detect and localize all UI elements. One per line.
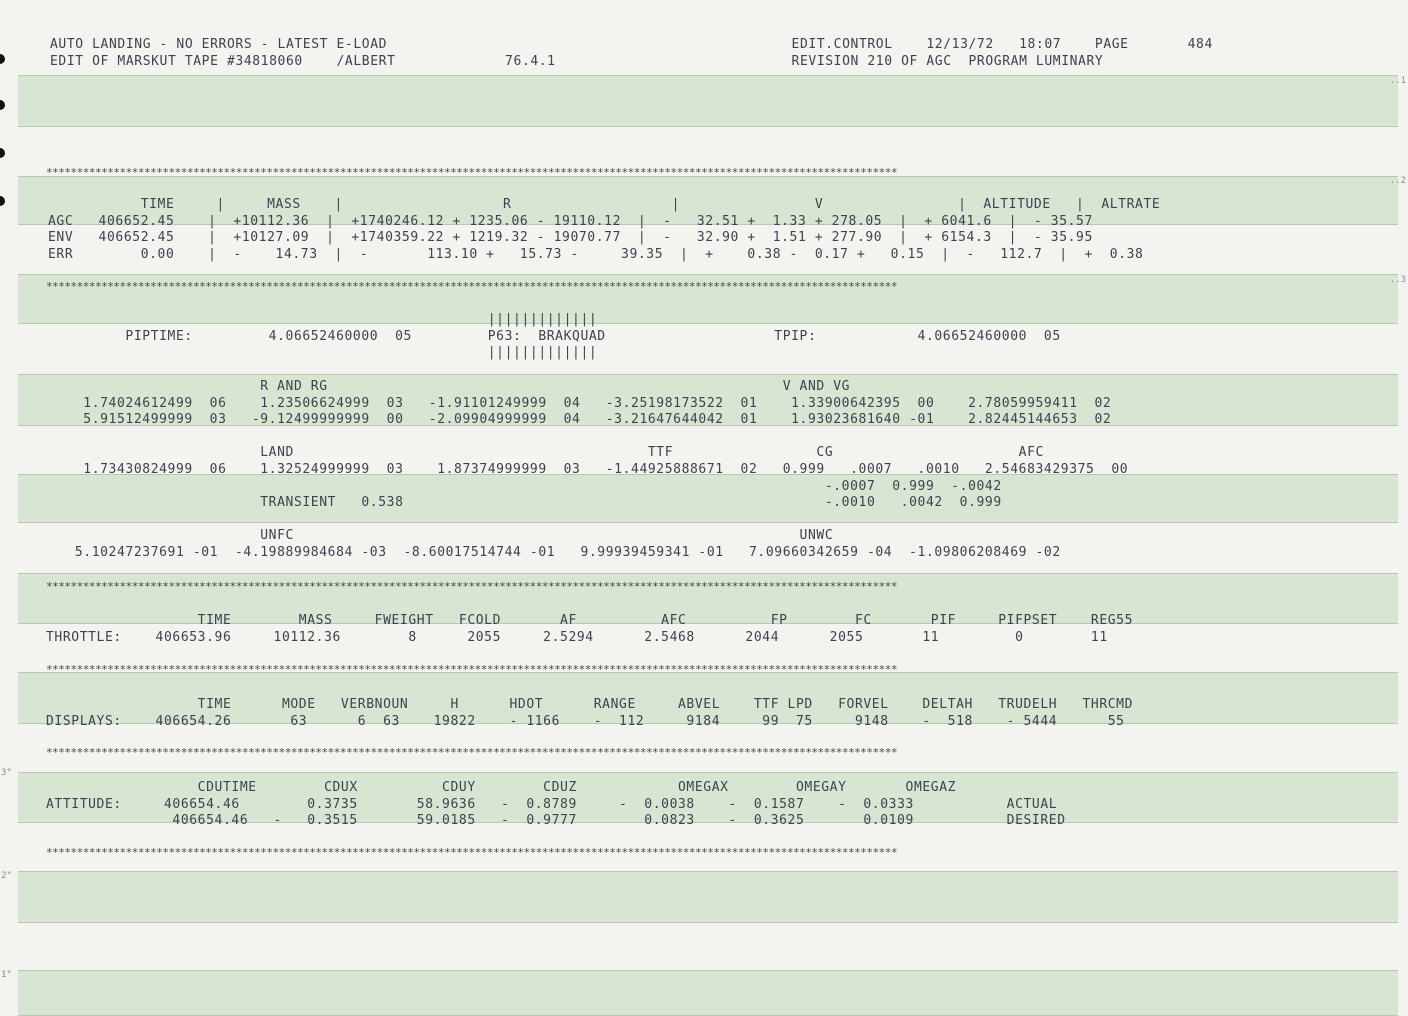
piptime-row: PIPTIME: 4.06652460000 05 P63: BRAKQUAD TPIP: 4.06652460000 05 [58,328,1061,344]
land-header: LAND TTF CG AFC [58,445,1044,461]
margin-mark: 1" [1,970,12,980]
guidance-block [58,379,1128,562]
feed-hole [0,148,5,158]
transient-row: TRANSIENT 0.538 -.0010 .0042 0.999 [58,495,1002,511]
env-row: ENV 406652.45 | +10127.09 | +1740359.22 + 1219.32 - 19070.77 | - 32.90 + 1.51 + 277.90 | + 6154.3 | - 35.95 [48,230,1093,246]
err-row: ERR 0.00 | - 14.73 | - 113.10 + 15.73 - 39.35 | + 0.38 - 0.17 + 0.15 | - 112.7 | + 0.38 [48,246,1144,262]
r-v-header: R AND RG V AND VG [58,379,851,394]
displays-header: TIME MODE VERBNOUN H HDOT RANGE ABVEL TTF LPD FORVEL DELTAH TRUDELH THRCMD [46,697,1134,712]
r-v-row-1: 1.74024612499 06 1.23506624999 03 -1.91101249999 04 -3.25198173522 01 1.33900642395 00 2.78059959411 02 [58,395,1112,411]
state-comparison-block [48,197,1160,263]
cg-row-2: -.0007 0.999 -.0042 [58,478,1002,494]
throttle-header: TIME MASS FWEIGHT FCOLD AF AFC FP FC PIF PIFPSET REG55 [46,613,1134,628]
feed-hole [0,196,5,206]
piptime-block [58,312,1061,362]
throttle-block [46,613,1133,646]
program-bar-bottom: ||||||||||||| [58,345,598,361]
separator-line: ******************************************************************************************************************************************* [46,280,898,293]
greenbar-stripe [18,871,1398,923]
state-header: TIME | MASS | R | V | ALTITUDE | ALTRATE [48,197,1161,212]
header-line-2: EDIT OF MARSKUT TAPE #34818060 /ALBERT 76.4.1 REVISION 210 OF AGC PROGRAM LUMINARY [50,53,1104,69]
right-mark: ..1 [1389,76,1406,86]
r-v-row-2: 5.91512499999 03 -9.12499999999 00 -2.09904999999 04 -3.21647644042 01 1.93023681640 -01 2.82445144653 02 [58,412,1112,428]
throttle-row: THROTTLE: 406653.96 10112.36 8 2055 2.5294 2.5468 2044 2055 11 0 11 [46,629,1108,645]
feed-hole [0,54,5,64]
right-mark: ..3 [1389,275,1406,285]
land-row: 1.73430824999 06 1.32524999999 03 1.87374999999 03 -1.44925888671 02 0.999 .0007 .0010 2.54683429375 00 [58,461,1129,477]
feed-hole [0,100,5,110]
header-line-1: AUTO LANDING - NO ERRORS - LATEST E-LOAD EDIT.CONTROL 12/13/72 18:07 PAGE 484 [50,37,1213,52]
displays-row: DISPLAYS: 406654.26 63 6 63 19822 - 1166 - 112 9184 99 75 9148 - 518 - 5444 55 [46,713,1125,729]
separator-line: ******************************************************************************************************************************************* [46,166,898,179]
margin-mark: 2" [1,871,12,881]
separator-line: ******************************************************************************************************************************************* [46,846,898,859]
attitude-desired-row: 406654.46 - 0.3515 59.0185 - 0.9777 0.0823 - 0.3625 0.0109 DESIRED [46,813,1066,829]
separator-line: ******************************************************************************************************************************************* [46,580,898,593]
margin-mark: 3" [1,768,12,778]
greenbar-stripe [18,75,1398,127]
attitude-header: CDUTIME CDUX CDUY CDUZ OMEGAX OMEGAY OMEGAZ [46,780,957,795]
greenbar-stripe [18,970,1398,1016]
right-mark: ..2 [1389,176,1406,186]
program-bar-top: ||||||||||||| [58,312,598,327]
page-header [50,37,1213,70]
attitude-block [46,780,1066,830]
unfc-header: UNFC UNWC [58,528,834,544]
agc-row: AGC 406652.45 | +10112.36 | +1740246.12 + 1235.06 - 19110.12 | - 32.51 + 1.33 + 278.05 | + 6041.6 | - 35.57 [48,213,1093,229]
attitude-actual-row: ATTITUDE: 406654.46 0.3735 58.9636 - 0.8789 - 0.0038 - 0.1587 - 0.0333 ACTUAL [46,796,1058,812]
unfc-row: 5.10247237691 -01 -4.19889984684 -03 -8.60017514744 -01 9.99939459341 -01 7.09660342659 -04 -1.09806208469 -02 [58,544,1061,560]
separator-line: ******************************************************************************************************************************************* [46,746,898,759]
displays-block [46,697,1133,730]
separator-line: ******************************************************************************************************************************************* [46,663,898,676]
